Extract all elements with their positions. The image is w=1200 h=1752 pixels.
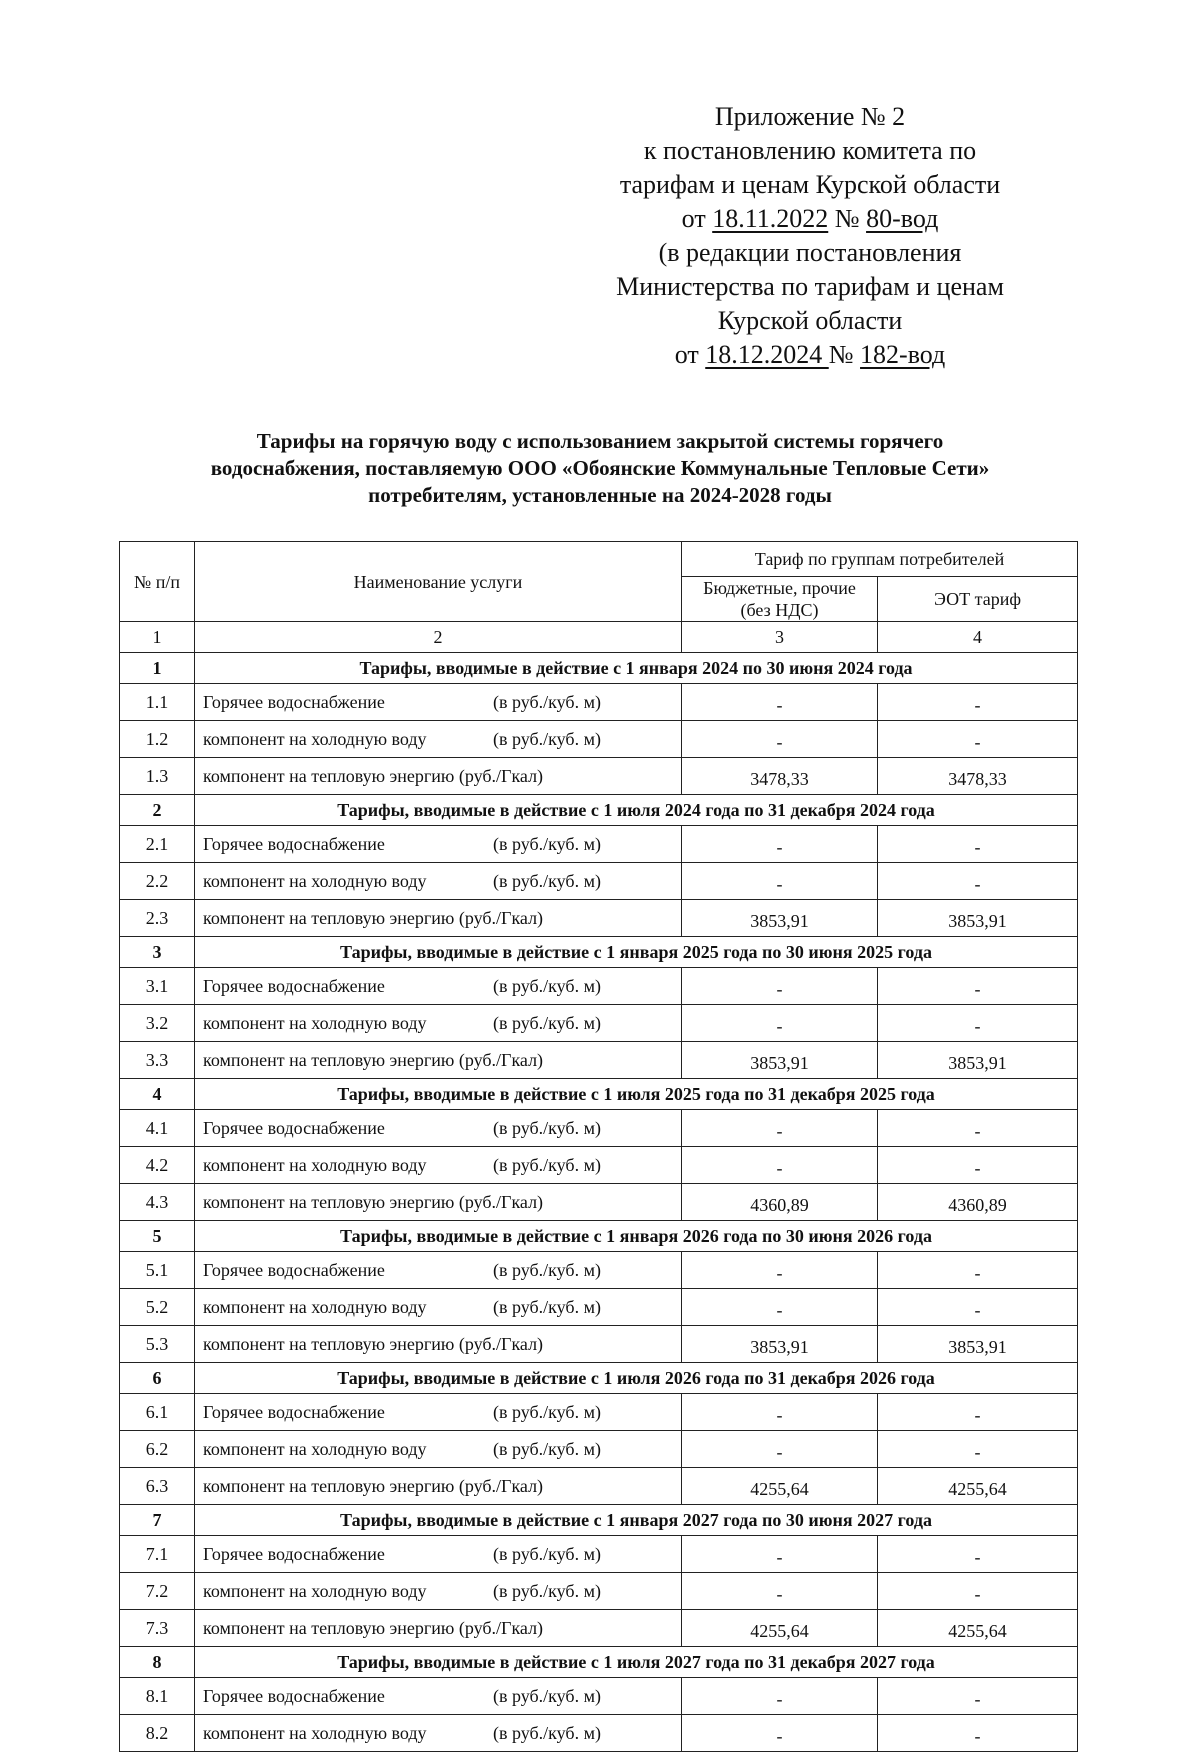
table-row <box>120 1536 1078 1573</box>
row-number: 7.1 <box>120 1536 195 1573</box>
row-number: 4.3 <box>120 1184 195 1221</box>
row-number: 4.1 <box>120 1110 195 1147</box>
table-row <box>120 1326 1078 1363</box>
header-revision-date: 18.12.2024 <box>705 340 829 369</box>
budget-tariff-value: - <box>682 1289 878 1326</box>
service-unit: (в руб./куб. м) <box>493 871 601 891</box>
service-name-cell <box>195 1252 682 1289</box>
row-number: 8.1 <box>120 1678 195 1715</box>
table-row <box>120 863 1078 900</box>
budget-tariff-value: - <box>682 1573 878 1610</box>
service-name: Горячее водоснабжение <box>203 1118 385 1138</box>
service-name: компонент на тепловую энергию (руб./Гкал) <box>203 1192 544 1212</box>
eot-tariff-value: - <box>878 721 1078 758</box>
budget-tariff-value: 3478,33 <box>682 758 878 795</box>
service-name-cell <box>195 826 682 863</box>
budget-tariff-value: 4360,89 <box>682 1184 878 1221</box>
header-line-8 <box>560 338 1060 372</box>
row-number: 2.2 <box>120 863 195 900</box>
service-name: Горячее водоснабжение <box>203 834 385 854</box>
row-number: 1.1 <box>120 684 195 721</box>
service-unit: (в руб./куб. м) <box>493 729 601 749</box>
budget-tariff-value: - <box>682 1431 878 1468</box>
service-name: компонент на тепловую энергию (руб./Гкал) <box>203 1476 544 1496</box>
budget-tariff-value: - <box>682 1147 878 1184</box>
table-row <box>120 1468 1078 1505</box>
service-unit: (в руб./куб. м) <box>493 1155 601 1175</box>
section-row <box>120 795 1078 826</box>
section-title: Тарифы, вводимые в действие с 1 января 2027 года по 30 июня 2027 года <box>195 1505 1078 1536</box>
service-name: компонент на холодную воду <box>203 1155 427 1175</box>
row-number: 6.2 <box>120 1431 195 1468</box>
service-name-cell <box>195 863 682 900</box>
section-title: Тарифы, вводимые в действие с 1 июля 2027 года по 31 декабря 2027 года <box>195 1647 1078 1678</box>
eot-tariff-value: 3853,91 <box>878 1042 1078 1079</box>
eot-tariff-value: - <box>878 863 1078 900</box>
service-name: компонент на тепловую энергию (руб./Гкал) <box>203 766 544 786</box>
budget-tariff-value: - <box>682 1005 878 1042</box>
service-name: компонент на тепловую энергию (руб./Гкал) <box>203 1334 544 1354</box>
eot-tariff-value: - <box>878 1431 1078 1468</box>
section-row <box>120 937 1078 968</box>
title-line-3: потребителям, установленные на 2024-2028 годы <box>368 483 832 507</box>
service-name: компонент на холодную воду <box>203 1439 427 1459</box>
service-unit: (в руб./куб. м) <box>493 834 601 854</box>
budget-tariff-value: 3853,91 <box>682 1326 878 1363</box>
section-title: Тарифы, вводимые в действие с 1 июля 2024 года по 31 декабря 2024 года <box>195 795 1078 826</box>
table-row <box>120 721 1078 758</box>
section-number: 1 <box>120 653 195 684</box>
header-line-4 <box>560 202 1060 236</box>
service-name: компонент на холодную воду <box>203 1297 427 1317</box>
header-group-cell: Тариф по группам потребителей <box>682 542 1078 577</box>
document-title <box>120 428 1080 509</box>
table-index-row <box>120 622 1078 653</box>
section-number: 3 <box>120 937 195 968</box>
row-number: 3.2 <box>120 1005 195 1042</box>
header-line-5: (в редакции постановления <box>658 238 962 267</box>
table-row <box>120 1110 1078 1147</box>
service-name-cell <box>195 1536 682 1573</box>
budget-tariff-value: - <box>682 1715 878 1752</box>
row-number: 6.3 <box>120 1468 195 1505</box>
budget-tariff-value: 4255,64 <box>682 1610 878 1647</box>
service-name-cell <box>195 1147 682 1184</box>
service-name-cell <box>195 1431 682 1468</box>
service-name: компонент на тепловую энергию (руб./Гкал) <box>203 1050 544 1070</box>
table-row <box>120 1184 1078 1221</box>
budget-tariff-value: - <box>682 1536 878 1573</box>
service-name: компонент на холодную воду <box>203 1723 427 1743</box>
service-unit: (в руб./куб. м) <box>493 1723 601 1743</box>
service-name: компонент на тепловую энергию (руб./Гкал) <box>203 1618 544 1638</box>
service-name-cell <box>195 1326 682 1363</box>
table-row <box>120 900 1078 937</box>
service-name-cell <box>195 1184 682 1221</box>
section-number: 6 <box>120 1363 195 1394</box>
service-unit: (в руб./куб. м) <box>493 1297 601 1317</box>
budget-tariff-value: - <box>682 684 878 721</box>
eot-tariff-value: - <box>878 968 1078 1005</box>
header-line-8-mid: № <box>828 340 861 369</box>
section-number: 7 <box>120 1505 195 1536</box>
budget-tariff-value: 4255,64 <box>682 1468 878 1505</box>
title-line-1: Тарифы на горячую воду с использованием закрытой системы горячего <box>256 429 944 453</box>
service-unit: (в руб./куб. м) <box>493 1402 601 1422</box>
budget-tariff-value: - <box>682 721 878 758</box>
eot-tariff-value: - <box>878 826 1078 863</box>
table-row <box>120 758 1078 795</box>
budget-tariff-value: - <box>682 826 878 863</box>
header-decree-number: 80-вод <box>866 204 939 233</box>
service-unit: (в руб./куб. м) <box>493 692 601 712</box>
service-name-cell <box>195 1042 682 1079</box>
row-number: 6.1 <box>120 1394 195 1431</box>
row-number: 5.2 <box>120 1289 195 1326</box>
header-decree-date: 18.11.2022 <box>712 204 829 233</box>
tariff-table <box>119 541 1078 1752</box>
budget-tariff-value: - <box>682 863 878 900</box>
row-number: 1.2 <box>120 721 195 758</box>
section-title: Тарифы, вводимые в действие с 1 января 2026 года по 30 июня 2026 года <box>195 1221 1078 1252</box>
section-number: 4 <box>120 1079 195 1110</box>
service-name: компонент на холодную воду <box>203 1581 427 1601</box>
row-number: 7.3 <box>120 1610 195 1647</box>
table-row <box>120 1394 1078 1431</box>
section-number: 8 <box>120 1647 195 1678</box>
eot-tariff-value: - <box>878 1252 1078 1289</box>
eot-tariff-value: 3478,33 <box>878 758 1078 795</box>
header-budget-cell: Бюджетные, прочие (без НДС) <box>682 577 878 622</box>
section-title: Тарифы, вводимые в действие с 1 июля 2025 года по 31 декабря 2025 года <box>195 1079 1078 1110</box>
row-number: 5.1 <box>120 1252 195 1289</box>
service-unit: (в руб./куб. м) <box>493 1686 601 1706</box>
section-row <box>120 1221 1078 1252</box>
service-name-cell <box>195 1573 682 1610</box>
budget-tariff-value: - <box>682 1252 878 1289</box>
service-name-cell <box>195 1110 682 1147</box>
service-name-cell <box>195 758 682 795</box>
eot-tariff-value: - <box>878 1147 1078 1184</box>
eot-tariff-value: - <box>878 1573 1078 1610</box>
section-row <box>120 1647 1078 1678</box>
service-name-cell <box>195 1678 682 1715</box>
service-name-cell <box>195 1715 682 1752</box>
table-row <box>120 1005 1078 1042</box>
eot-tariff-value: 4255,64 <box>878 1468 1078 1505</box>
service-name: компонент на холодную воду <box>203 729 427 749</box>
row-number: 8.2 <box>120 1715 195 1752</box>
section-row <box>120 653 1078 684</box>
header-line-6: Министерства по тарифам и ценам <box>616 272 1004 301</box>
service-name: Горячее водоснабжение <box>203 1402 385 1422</box>
index-cell: 1 <box>120 622 195 653</box>
header-revision-number: 182-вод <box>860 340 946 369</box>
service-name: Горячее водоснабжение <box>203 1260 385 1280</box>
table-row <box>120 1147 1078 1184</box>
table-row <box>120 1252 1078 1289</box>
table-row <box>120 1431 1078 1468</box>
budget-tariff-value: 3853,91 <box>682 1042 878 1079</box>
service-name: компонент на тепловую энергию (руб./Гкал) <box>203 908 544 928</box>
service-name-cell <box>195 1005 682 1042</box>
index-cell: 3 <box>682 622 878 653</box>
section-title: Тарифы, вводимые в действие с 1 января 2024 по 30 июня 2024 года <box>195 653 1078 684</box>
eot-tariff-value: - <box>878 1678 1078 1715</box>
service-name: Горячее водоснабжение <box>203 976 385 996</box>
eot-tariff-value: - <box>878 684 1078 721</box>
service-name-cell <box>195 900 682 937</box>
header-line-7: Курской области <box>717 306 903 335</box>
index-cell: 4 <box>878 622 1078 653</box>
section-row <box>120 1363 1078 1394</box>
section-row <box>120 1505 1078 1536</box>
table-row <box>120 1715 1078 1752</box>
eot-tariff-value: - <box>878 1289 1078 1326</box>
table-row <box>120 1289 1078 1326</box>
header-line-2: к постановлению комитета по <box>643 136 977 165</box>
index-cell: 2 <box>195 622 682 653</box>
row-number: 1.3 <box>120 758 195 795</box>
eot-tariff-value: - <box>878 1394 1078 1431</box>
budget-tariff-value: 3853,91 <box>682 900 878 937</box>
row-number: 5.3 <box>120 1326 195 1363</box>
row-number: 3.1 <box>120 968 195 1005</box>
service-name: компонент на холодную воду <box>203 1013 427 1033</box>
section-title: Тарифы, вводимые в действие с 1 января 2025 года по 30 июня 2025 года <box>195 937 1078 968</box>
service-unit: (в руб./куб. м) <box>493 1581 601 1601</box>
service-unit: (в руб./куб. м) <box>493 1544 601 1564</box>
service-name-cell <box>195 968 682 1005</box>
budget-tariff-value: - <box>682 968 878 1005</box>
table-row <box>120 1610 1078 1647</box>
row-number: 3.3 <box>120 1042 195 1079</box>
table-row <box>120 1573 1078 1610</box>
service-name-cell <box>195 684 682 721</box>
table-row <box>120 1678 1078 1715</box>
service-name: Горячее водоснабжение <box>203 692 385 712</box>
row-number: 2.3 <box>120 900 195 937</box>
header-num-cell: № п/п <box>120 542 195 622</box>
eot-tariff-value: 3853,91 <box>878 900 1078 937</box>
service-name-cell <box>195 1394 682 1431</box>
service-name: компонент на холодную воду <box>203 871 427 891</box>
title-line-2: водоснабжения, поставляемую ООО «Обоянские Коммунальные Тепловые Сети» <box>210 456 990 480</box>
service-unit: (в руб./куб. м) <box>493 1439 601 1459</box>
service-unit: (в руб./куб. м) <box>493 1260 601 1280</box>
section-number: 5 <box>120 1221 195 1252</box>
eot-tariff-value: 4255,64 <box>878 1610 1078 1647</box>
table-header-row-1 <box>120 542 1078 577</box>
table-row <box>120 826 1078 863</box>
eot-tariff-value: - <box>878 1536 1078 1573</box>
row-number: 2.1 <box>120 826 195 863</box>
header-line-3: тарифам и ценам Курской области <box>619 170 1001 199</box>
budget-tariff-value: - <box>682 1394 878 1431</box>
service-name-cell <box>195 721 682 758</box>
service-unit: (в руб./куб. м) <box>493 1118 601 1138</box>
section-number: 2 <box>120 795 195 826</box>
header-line-4-mid: № <box>828 204 867 233</box>
eot-tariff-value: - <box>878 1110 1078 1147</box>
service-name-cell <box>195 1468 682 1505</box>
service-name-cell <box>195 1610 682 1647</box>
eot-tariff-value: - <box>878 1005 1078 1042</box>
service-name: Горячее водоснабжение <box>203 1544 385 1564</box>
service-name-cell <box>195 1289 682 1326</box>
row-number: 4.2 <box>120 1147 195 1184</box>
table-row <box>120 1042 1078 1079</box>
section-row <box>120 1079 1078 1110</box>
service-unit: (в руб./куб. м) <box>493 1013 601 1033</box>
eot-tariff-value: 4360,89 <box>878 1184 1078 1221</box>
section-title: Тарифы, вводимые в действие с 1 июля 2026 года по 31 декабря 2026 года <box>195 1363 1078 1394</box>
row-number: 7.2 <box>120 1573 195 1610</box>
eot-tariff-value: - <box>878 1715 1078 1752</box>
header-line-8-prefix: от <box>674 340 706 369</box>
table-row <box>120 968 1078 1005</box>
service-unit: (в руб./куб. м) <box>493 976 601 996</box>
header-line-4-prefix: от <box>681 204 713 233</box>
eot-tariff-value: 3853,91 <box>878 1326 1078 1363</box>
budget-tariff-value: - <box>682 1678 878 1715</box>
header-name-cell: Наименование услуги <box>195 542 682 622</box>
header-eot-cell: ЭОТ тариф <box>878 577 1078 622</box>
budget-tariff-value: - <box>682 1110 878 1147</box>
appendix-header <box>560 100 1060 372</box>
table-row <box>120 684 1078 721</box>
header-line-1: Приложение № 2 <box>714 102 906 131</box>
service-name: Горячее водоснабжение <box>203 1686 385 1706</box>
